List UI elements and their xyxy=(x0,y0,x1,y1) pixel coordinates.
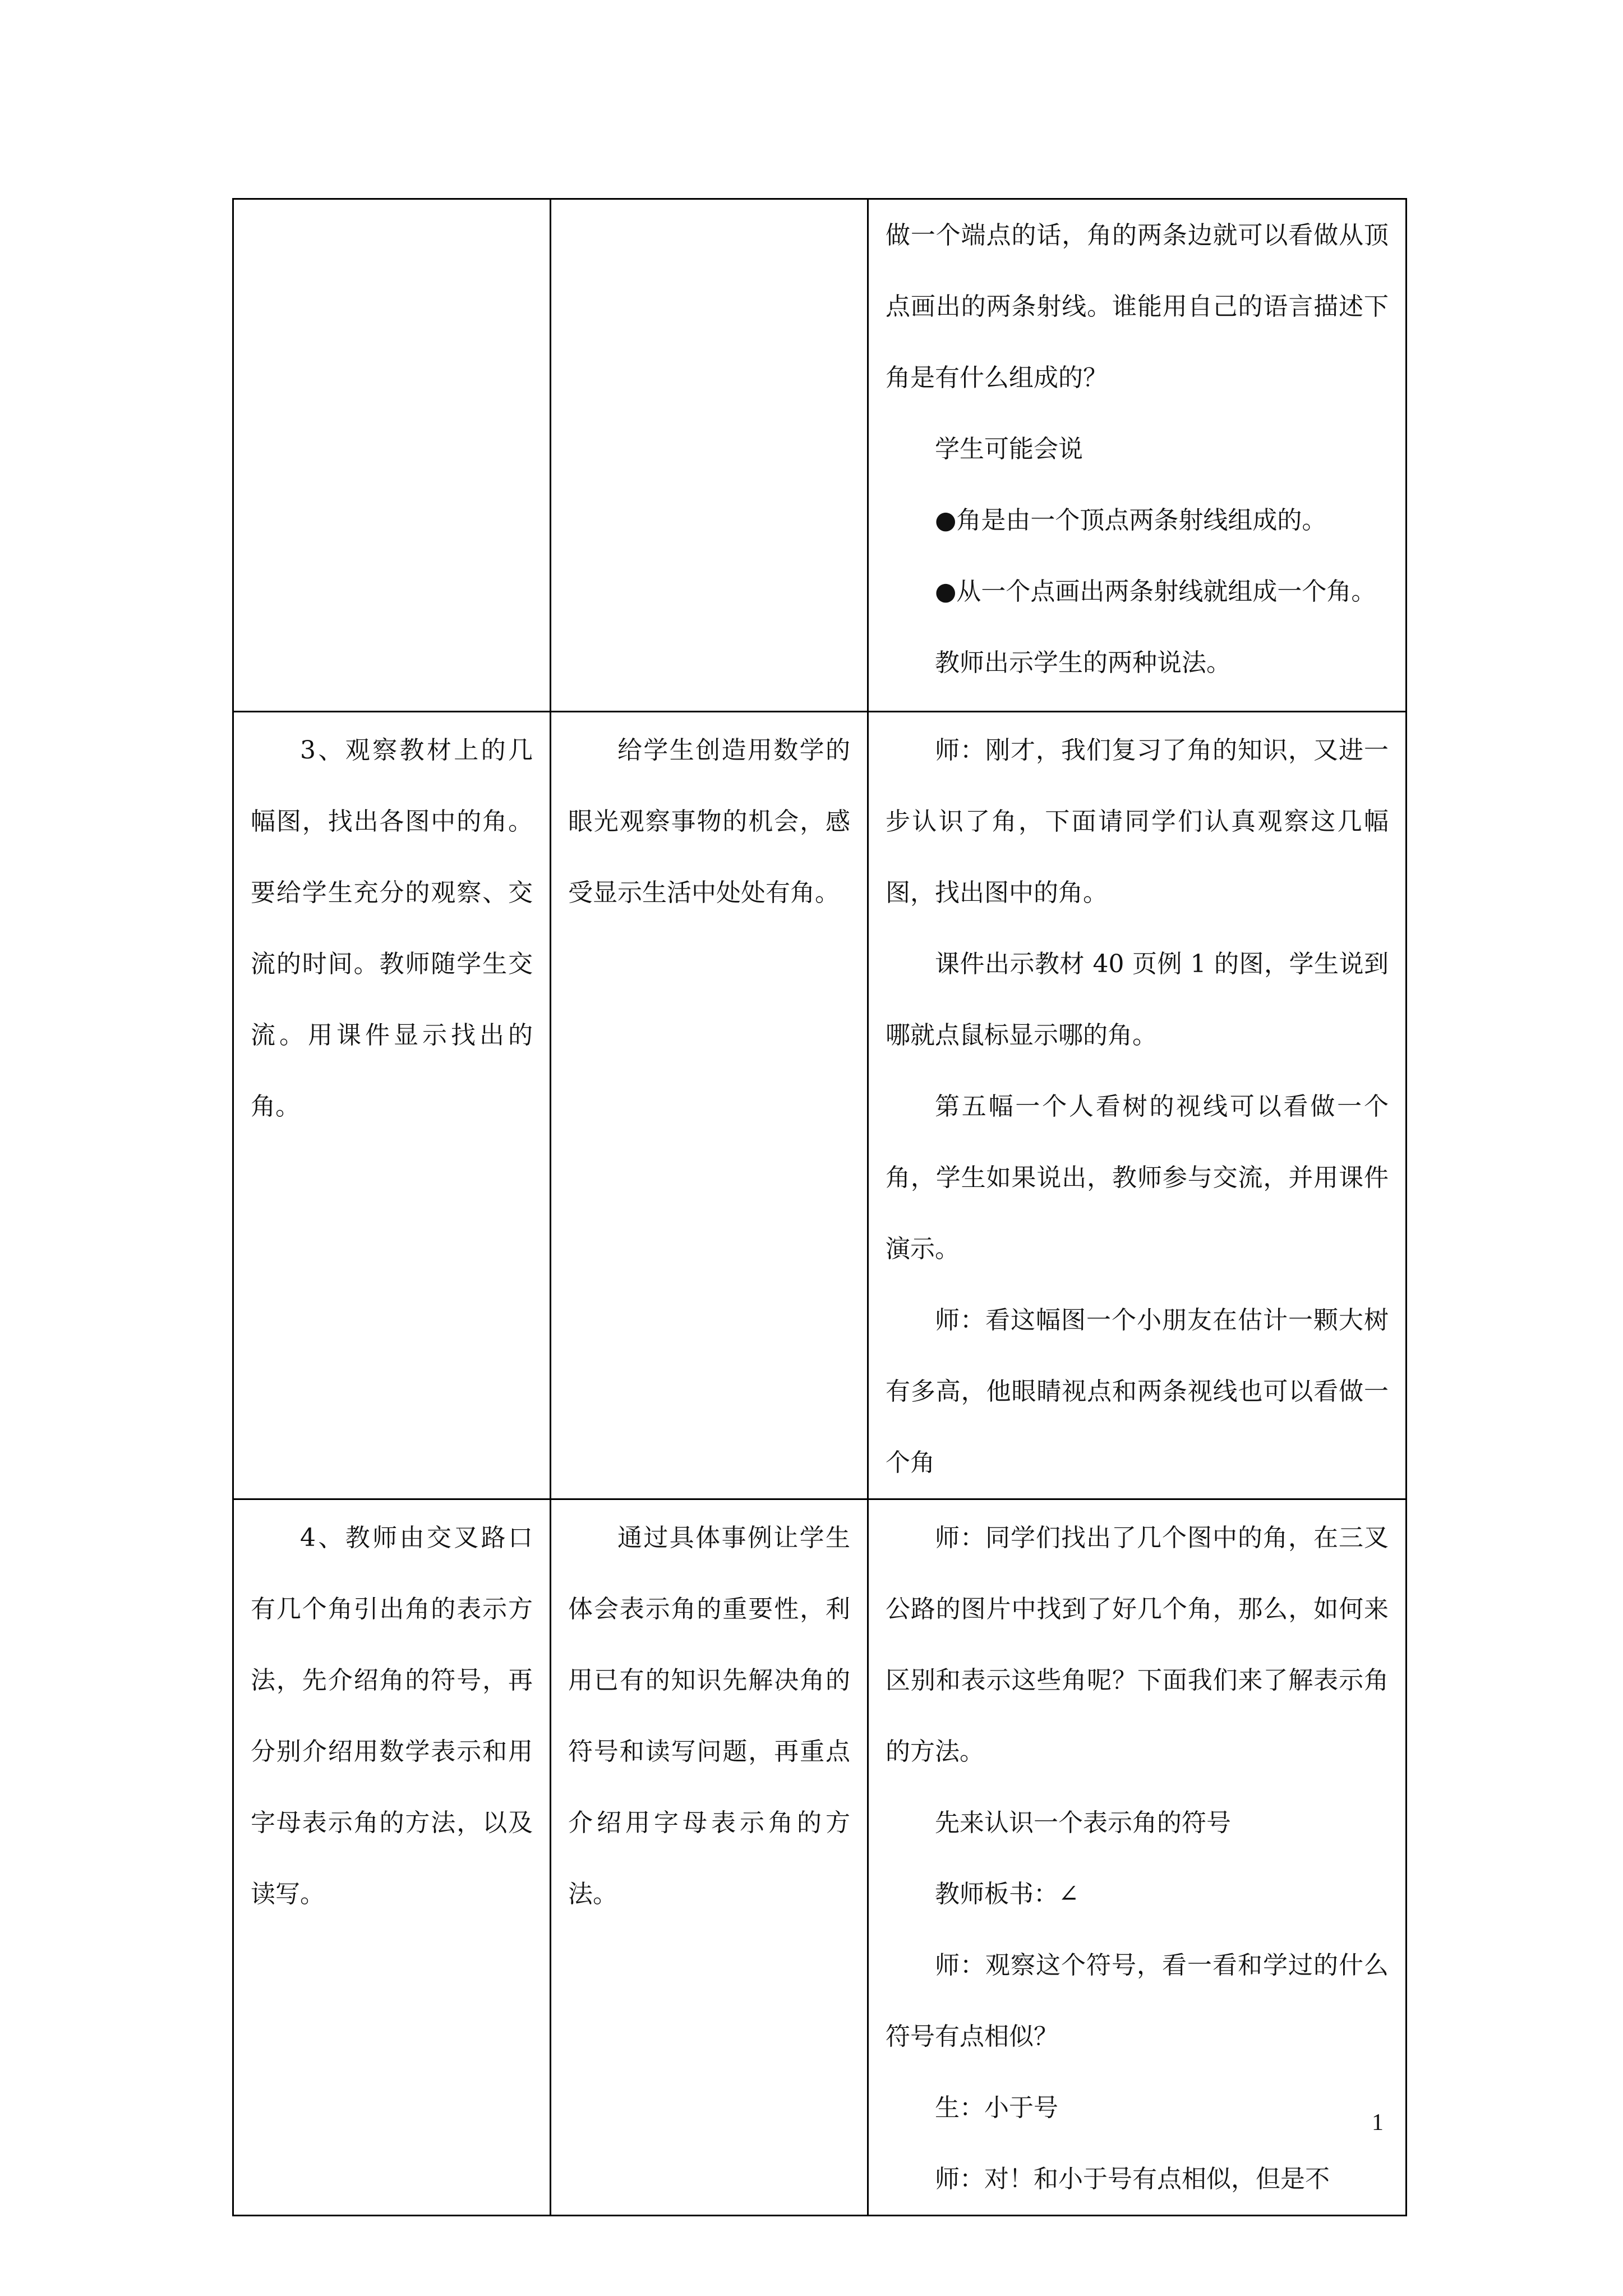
intent-cell xyxy=(551,199,868,712)
table-row xyxy=(233,199,1407,712)
process-paragraph: 课件出示教材 40 页例 1 的图，学生说到哪就点鼠标显示哪的角。 xyxy=(886,950,1389,1050)
process-paragraph: ●角是由一个顶点两条射线组成的。 xyxy=(935,506,1327,535)
process-paragraph: 师：刚才，我们复习了角的知识，又进一步认识了角，下面请同学们认真观察这几幅图，找出图中的角。 xyxy=(886,736,1389,907)
activity-cell xyxy=(233,712,551,1499)
process-paragraph: 师：对！和小于号有点相似，但是不 xyxy=(935,2165,1330,2193)
process-cell xyxy=(868,1499,1407,2216)
intent-paragraph: 给学生创造用数学的眼光观察事物的机会，感受显示生活中处处有角。 xyxy=(568,736,850,907)
intent-cell xyxy=(551,712,868,1499)
process-paragraph: 生：小于号 xyxy=(935,2093,1058,2122)
lesson-table xyxy=(232,198,1407,2216)
activity-cell xyxy=(233,199,551,712)
intent-cell xyxy=(551,1499,868,2216)
lesson-table-body xyxy=(233,199,1407,2216)
process-paragraph: 先来认识一个表示角的符号 xyxy=(935,1809,1231,1837)
process-paragraph: 做一个端点的话，角的两条边就可以看做从顶点画出的两条射线。谁能用自己的语言描述下角是有什么组成的？ xyxy=(886,221,1389,392)
process-paragraph: 师：看这幅图一个小朋友在估计一颗大树有多高，他眼睛视点和两条视线也可以看做一个角 xyxy=(886,1306,1389,1477)
process-cell xyxy=(868,712,1407,1499)
process-paragraph: 教师出示学生的两种说法。 xyxy=(935,648,1231,677)
process-cell xyxy=(868,199,1407,712)
page-number: 1 xyxy=(1372,2110,1384,2136)
process-paragraph: 师：观察这个符号，看一看和学过的什么符号有点相似？ xyxy=(886,1951,1389,2051)
table-row xyxy=(233,1499,1407,2216)
table-row xyxy=(233,712,1407,1499)
process-paragraph: 教师板书：∠ xyxy=(935,1880,1079,1908)
activity-paragraph: 4、教师由交叉路口有几个角引出角的表示方法，先介绍角的符号，再分别介绍用数学表示和用字母表示角的方法，以及读写。 xyxy=(251,1524,533,1908)
process-paragraph: ●从一个点画出两条射线就组成一个角。 xyxy=(935,577,1376,606)
activity-paragraph: 3、观察教材上的几幅图，找出各图中的角。要给学生充分的观察、交流的时间。教师随学生交流。用课件显示找出的角。 xyxy=(251,736,533,1121)
process-paragraph: 第五幅一个人看树的视线可以看做一个角，学生如果说出，教师参与交流，并用课件演示。 xyxy=(886,1092,1389,1263)
activity-cell xyxy=(233,1499,551,2216)
process-paragraph: 学生可能会说 xyxy=(935,435,1083,463)
process-paragraph: 师：同学们找出了几个图中的角，在三叉公路的图片中找到了好几个角，那么，如何来区别和表示这些角呢？下面我们来了解表示角的方法。 xyxy=(886,1524,1389,1766)
intent-paragraph: 通过具体事例让学生体会表示角的重要性，利用已有的知识先解决角的符号和读写问题，再重点介绍用字母表示角的方法。 xyxy=(568,1524,850,1908)
